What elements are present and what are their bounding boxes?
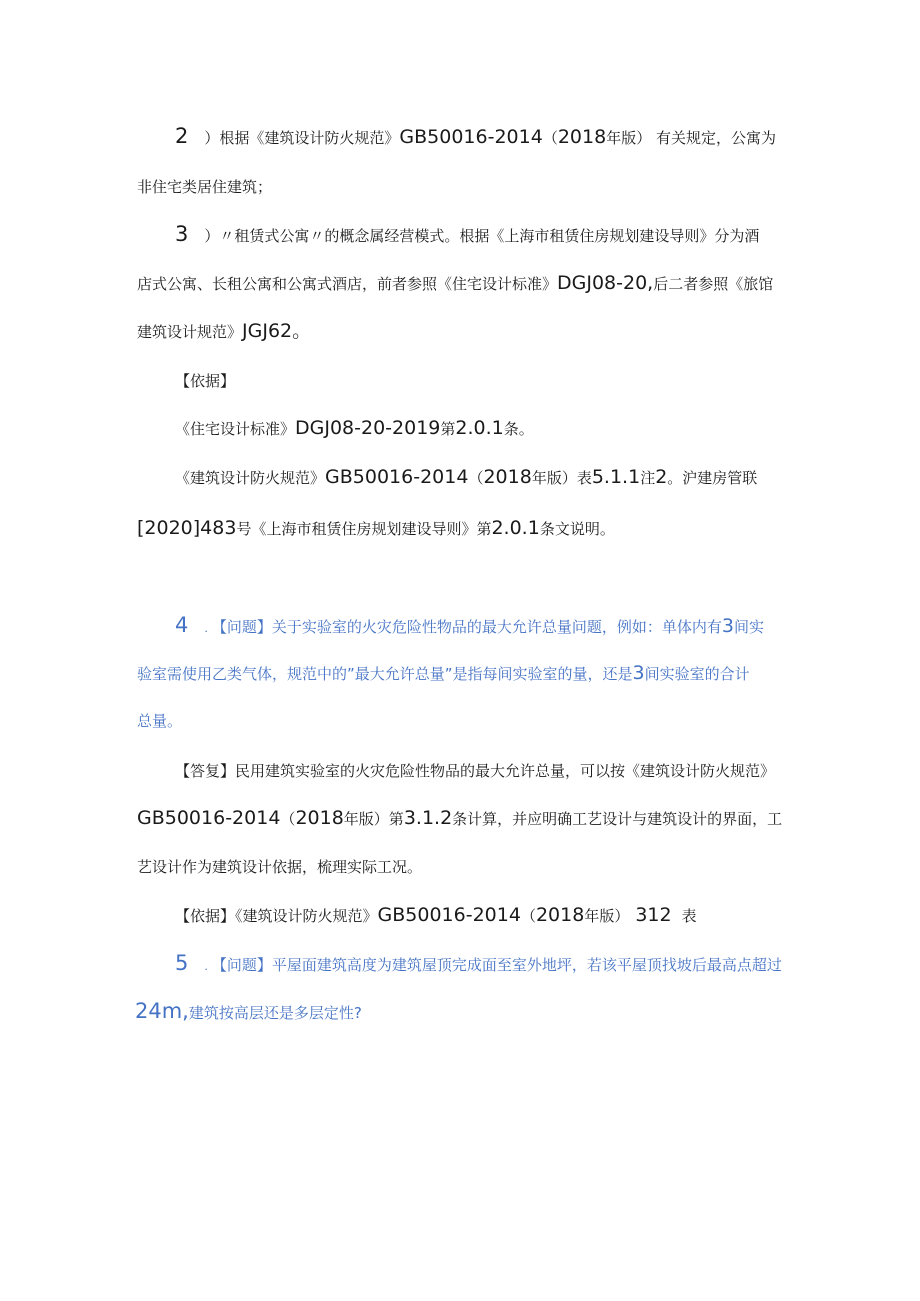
item-4-question-line-2 <box>137 663 750 684</box>
text: 建筑按高层还是多层定性? <box>188 1004 362 1022</box>
text: 条计算，并应明确工艺设计与建筑设计的界面，工 <box>452 810 783 828</box>
number: 3 <box>721 615 734 637</box>
text: 号《上海市租赁住房规划建设导则》第 <box>236 520 492 538</box>
text: ）根据《建筑设计防火规范》 <box>204 129 400 147</box>
item-4-question-line-3: 总量。 <box>137 712 183 730</box>
year: 2018 <box>295 807 344 829</box>
text: 条。 <box>503 420 534 438</box>
clause-number: 5.1.1 <box>591 466 641 488</box>
text: 年版） 有关规定，公寓为 <box>606 129 776 147</box>
text: 【问题】平屋面建筑高度为建筑屋顶完成面至室外地坪，若该平屋顶找坡后最高点超过 <box>211 956 782 974</box>
text: 年版）表 <box>531 469 592 487</box>
standard-code: GB50016-2014 <box>399 126 543 148</box>
text: 建筑设计规范》 <box>137 323 243 341</box>
text: （ <box>520 907 536 925</box>
item-5-question-line-1 <box>175 953 782 977</box>
text: 店式公寓、长租公寓和公寓式酒店，前者参照《住宅设计标准》 <box>137 275 558 293</box>
item-2-line-2: 非住宅类居住建筑； <box>137 178 273 196</box>
text: （ <box>542 129 558 147</box>
standard-code: DGJ08-20-2019 <box>295 417 441 439</box>
note-number: 2 <box>655 466 668 488</box>
text: 《建筑设计防火规范》 <box>175 469 326 487</box>
item-3-line-2 <box>137 273 773 294</box>
text: （ <box>280 810 296 828</box>
text: 验室需使用乙类气体，规范中的”最大允许总量”是指每间实验室的量，还是 <box>137 665 633 683</box>
standard-code: GB50016-2014 <box>137 807 281 829</box>
clause-number: 2.0.1 <box>491 517 540 539</box>
text: 。沪建房管联 <box>667 469 758 487</box>
basis-ref-2 <box>175 467 757 488</box>
item-2-line-1 <box>175 126 776 148</box>
document-code: [2020]483 <box>137 517 237 539</box>
standard-code: GB50016-2014 <box>325 466 469 488</box>
item-4-answer-line-3: 艺设计作为建筑设计依据，梳理实际工况。 <box>137 858 423 876</box>
text: 年版）第 <box>343 810 404 828</box>
text: 表 <box>681 907 697 925</box>
item-number: 5 <box>175 951 189 975</box>
text: 间实验室的合计 <box>644 665 750 683</box>
item-4-answer-line-2 <box>137 808 782 829</box>
item-5-question-line-2 <box>135 1001 362 1023</box>
text: 第 <box>440 420 456 438</box>
clause-number: 3.1.2 <box>403 807 453 829</box>
text: 后二者参照《旅馆 <box>653 275 774 293</box>
text: 【依据】《建筑设计防火规范》 <box>175 907 378 925</box>
item-4-answer-line-1: 【答复】民用建筑实验室的火灾危险性物品的最大允许总量，可以按《建筑设计防火规范》 <box>175 762 776 780</box>
item-4-basis <box>175 905 697 926</box>
item-number: 3 <box>175 222 189 246</box>
text: 《住宅设计标准》 <box>175 420 296 438</box>
item-3-line-1 <box>175 224 759 246</box>
text: （ <box>468 469 484 487</box>
standard-code: JGJ62。 <box>242 320 312 342</box>
standard-code: DGJ08-20, <box>557 272 654 294</box>
year: 2018 <box>483 466 532 488</box>
standard-code: GB50016-2014 <box>377 904 521 926</box>
clause-number: 312 <box>635 904 672 926</box>
number: 3 <box>632 662 645 684</box>
text: 注 <box>640 469 656 487</box>
year: 2018 <box>557 126 607 148</box>
item-number: 4 <box>175 613 189 637</box>
year: 2018 <box>535 904 585 926</box>
clause-number: 2.0.1 <box>455 417 504 439</box>
item-number: 2 <box>175 124 189 148</box>
item-3-line-3 <box>137 321 311 342</box>
text: . <box>204 622 208 635</box>
basis-ref-3 <box>137 518 615 539</box>
basis-heading: 【依据】 <box>175 372 236 390</box>
text: 间实 <box>733 618 764 636</box>
text: 年版） <box>584 907 630 925</box>
text: 【问题】关于实验室的火灾危险性物品的最大允许总量问题，例如：单体内有 <box>211 618 722 636</box>
text: ）〃租赁式公寓〃的概念属经营模式。根据《上海市租赁住房规划建设导则》分为酒 <box>204 227 760 245</box>
height-value: 24m, <box>135 999 189 1023</box>
item-4-question-line-1 <box>175 615 764 639</box>
text: . <box>204 960 208 973</box>
basis-ref-1 <box>175 418 534 439</box>
text: 条文说明。 <box>539 520 615 538</box>
